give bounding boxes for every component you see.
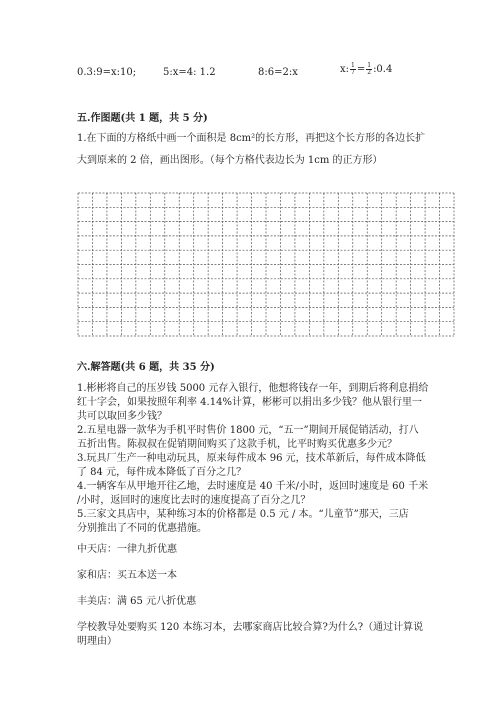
equation-3: 8:6=2:x <box>258 67 298 78</box>
section-5-line-1: 1.在下面的方格纸中画一个面积是 8cm²的长方形，再把这个长方形的各边长扩 <box>77 133 426 144</box>
question-line: 共可以取回多少钱？ <box>77 411 167 422</box>
equation-4-equals: = <box>356 64 366 75</box>
question-line: 了 84 元，每件成本降低了百分之几？ <box>77 467 247 478</box>
question-line: 分别推出了不同的优惠措施。 <box>77 523 207 534</box>
equation-4 <box>340 63 392 76</box>
section-5-title: 五.作图题(共 1 题，共 5 分) <box>77 113 208 124</box>
section-5-line-2: 大到原来的 2 倍，画出图形。（每个方格代表边长为 1cm 的正方形） <box>77 155 383 166</box>
question-line: 红十字会，如果按照年利率 4.14%计算，彬彬可以捐出多少钱？他从银行里一 <box>77 397 422 408</box>
section-6-title: 六.解答题(共 6 题，共 35 分) <box>77 362 215 373</box>
equation-4-fraction-2 <box>366 63 372 76</box>
fraction-denominator: 7 <box>351 69 355 76</box>
question-line: 4.一辆客车从甲地开往乙地，去时速度是 40 千米/小时，返回时速度是 60 千米 <box>77 481 429 492</box>
question-line: /小时，返回时的速度比去时的速度提高了百分之几？ <box>77 495 311 506</box>
equation-4-fraction-1 <box>350 63 356 76</box>
question-line: 3.玩具厂生产一种电动玩具，原来每件成本 96 元，技术革新后，每件成本降低 <box>77 453 426 464</box>
equation-4-prefix: x: <box>340 64 350 75</box>
final-question-line-2: 明理由） <box>77 636 117 647</box>
equation-2: 5:x=4: 1.2 <box>163 67 216 78</box>
fraction-numerator: 1 <box>351 62 355 69</box>
grid-paper-svg <box>77 192 455 337</box>
question-line: 2.五星电器一款华为手机平时售价 1800 元，“五一”期间开展促销活动，打八 <box>77 425 419 436</box>
fraction-numerator: 1 <box>367 62 372 69</box>
equation-4-suffix: :0.4 <box>373 64 393 75</box>
question-line: 1.彬彬将自己的压岁钱 5000 元存入银行，他想将钱存一年，到期后将利息捐给 <box>77 383 429 394</box>
question-line: 5.三家文具店中，某种练习本的价格都是 0.5 元 / 本。“儿童节”那天，三店 <box>77 509 409 520</box>
final-question-line-1: 学校教导处要购买 120 本练习本，去哪家商店比较合算?为什么?（通过计算说 <box>77 622 424 633</box>
store-jiahe: 家和店：买五本送一本 <box>77 570 177 581</box>
fraction-denominator: 2 <box>367 69 372 76</box>
grid-paper <box>77 192 455 337</box>
question-line: 五折出售。陈叔叔在促销期间购买了这款手机，比平时购买优惠多少元？ <box>77 439 397 450</box>
store-fengmei: 丰美店：满 65 元八折优惠 <box>77 596 197 607</box>
store-zhongtian: 中天店：一律九折优惠 <box>77 544 177 555</box>
equation-1: 0.3:9=x:10; <box>77 67 137 78</box>
